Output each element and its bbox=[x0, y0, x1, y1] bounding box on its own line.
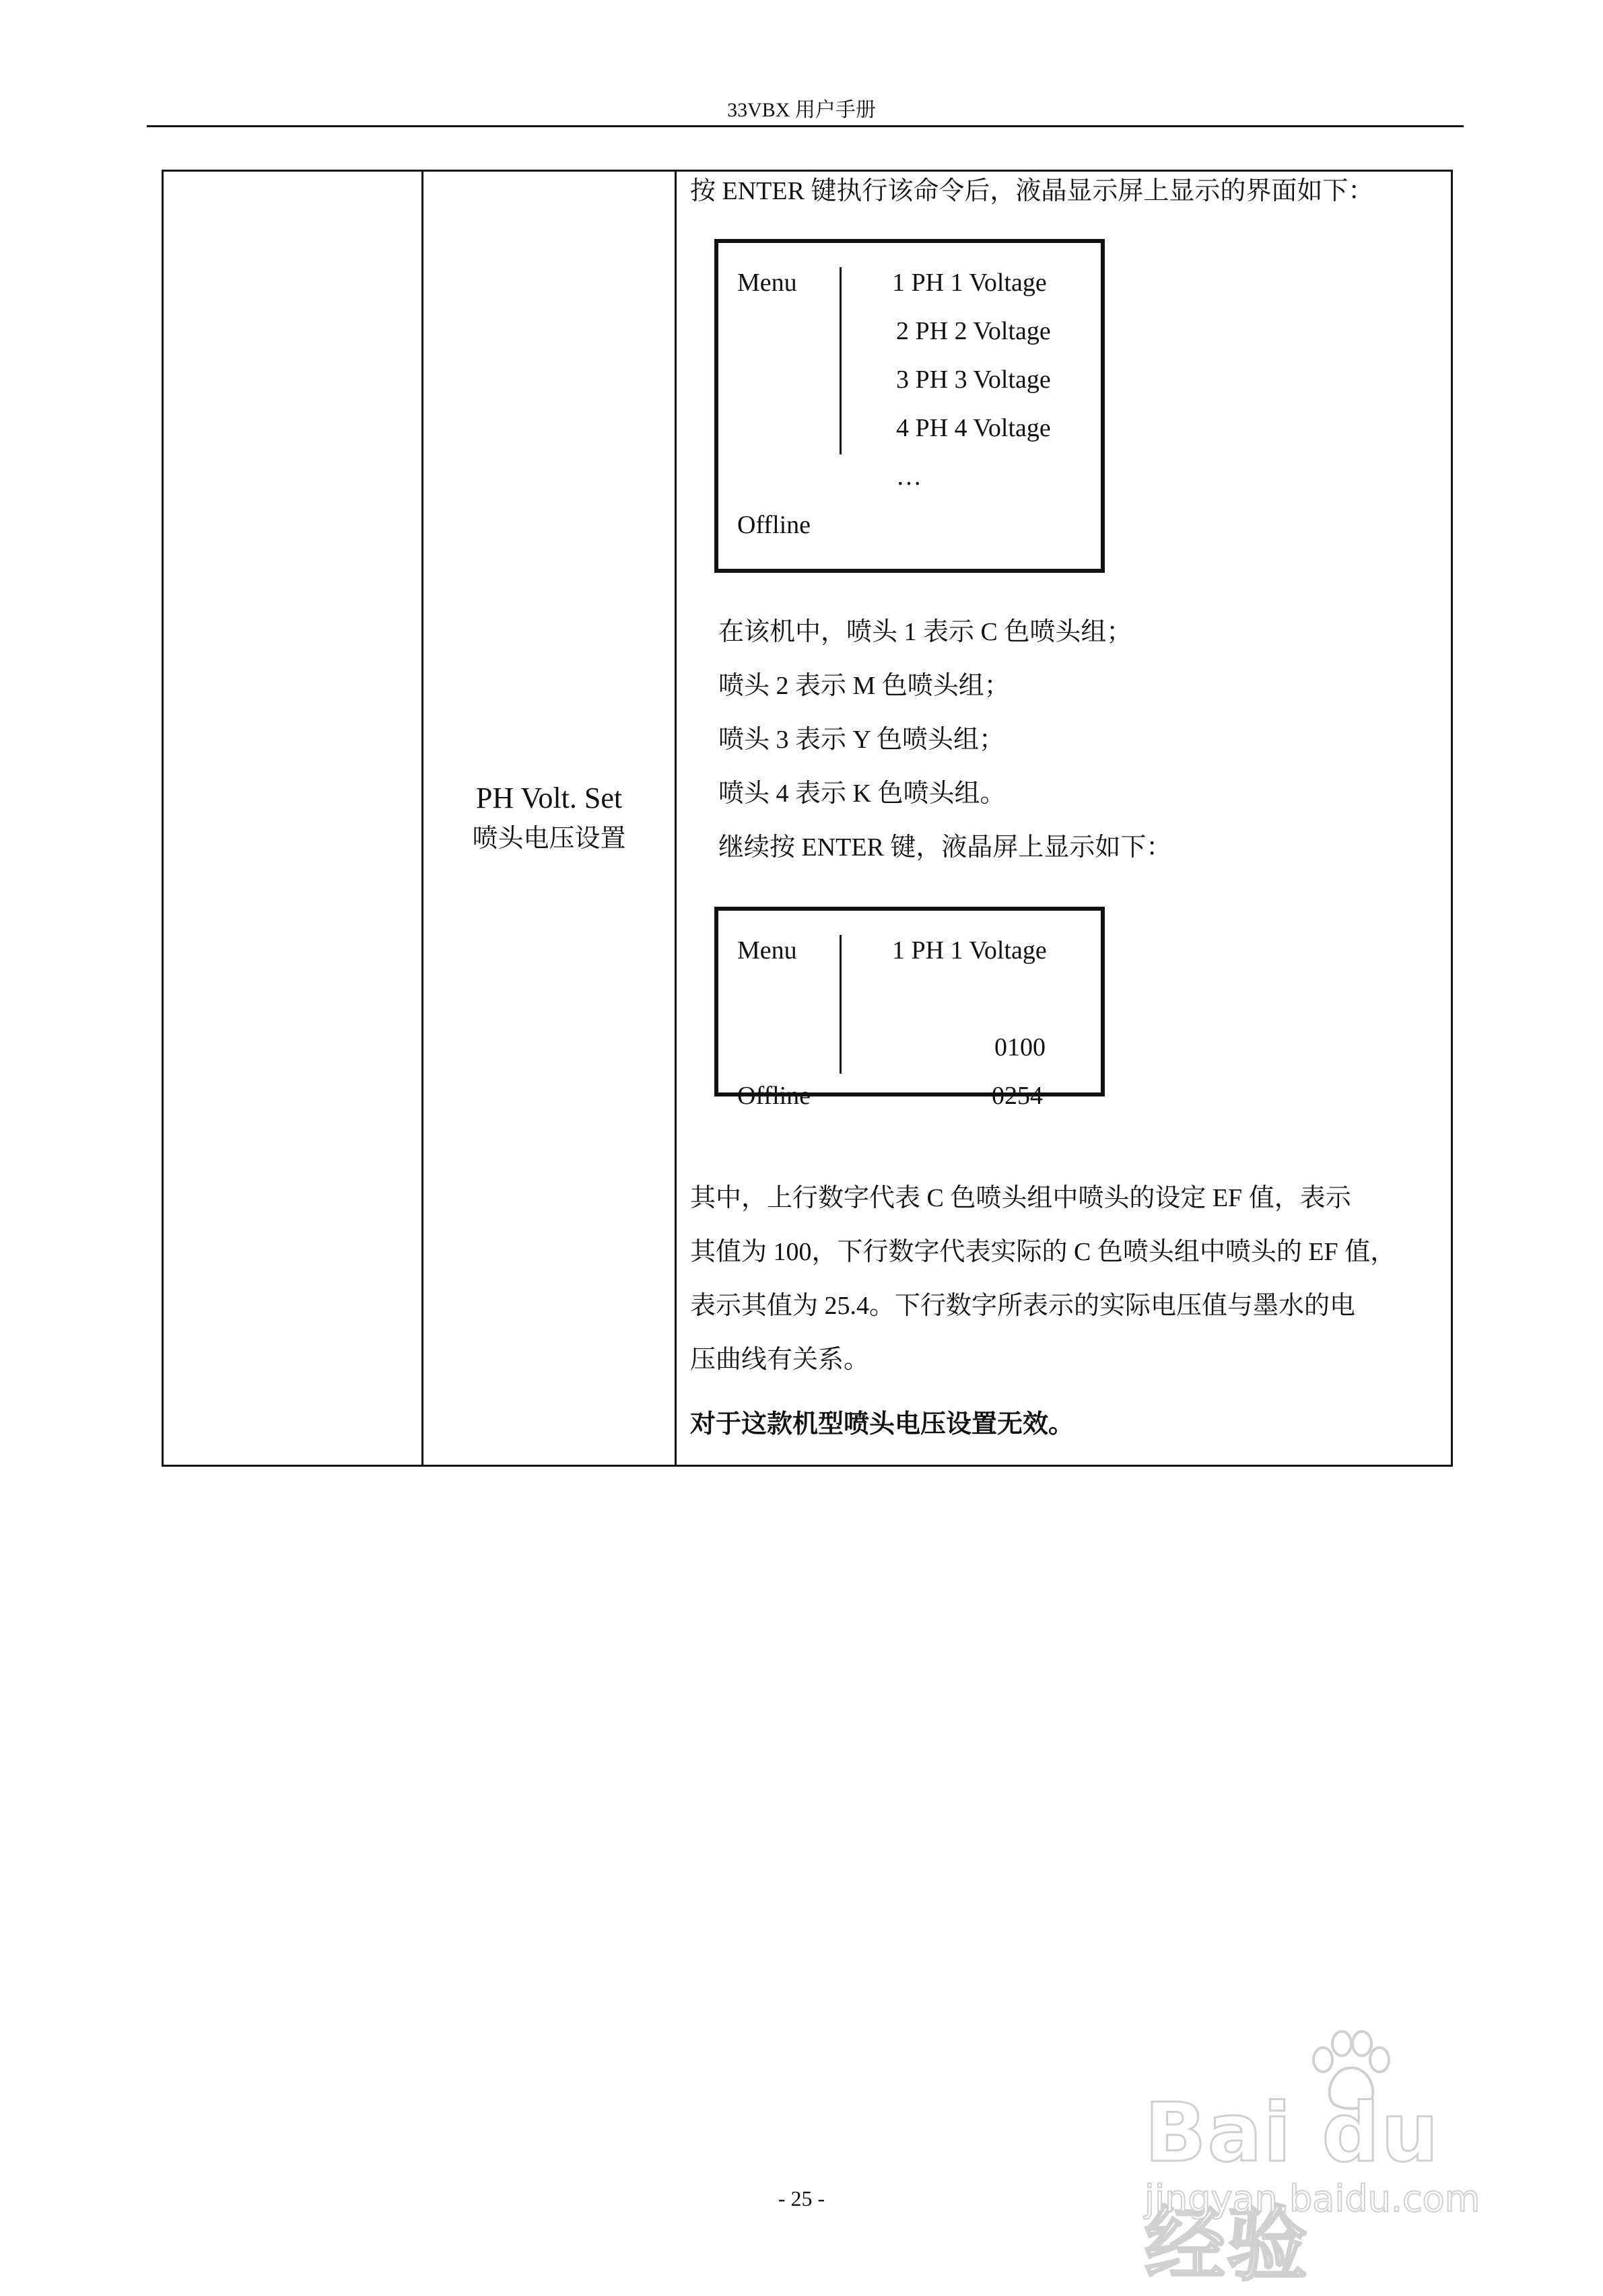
explain-line-4: 喷头 4 表示 K 色喷头组。 bbox=[718, 779, 1006, 808]
note-text: 对于这款机型喷头电压设置无效。 bbox=[690, 1410, 1075, 1438]
detail-line-2: 其值为 100，下行数字代表实际的 C 色喷头组中喷头的 EF 值， bbox=[690, 1238, 1396, 1266]
lcd2-actual-value: 0254 bbox=[992, 1082, 1043, 1110]
function-name-en: PH Volt. Set bbox=[475, 781, 623, 814]
category-cell bbox=[163, 171, 423, 1466]
lcd1-menu-label: Menu bbox=[737, 269, 797, 297]
function-name-zh: 喷头电压设置 bbox=[472, 824, 626, 853]
description-cell bbox=[676, 171, 1452, 1466]
explain-line-5: 继续按 ENTER 键，液晶屏上显示如下： bbox=[718, 833, 1172, 862]
lcd-screen-menu bbox=[714, 239, 1105, 573]
lcd1-ellipsis: … bbox=[896, 462, 922, 491]
lcd-screen-voltage bbox=[714, 907, 1105, 1110]
lcd1-item-1: 1 PH 1 Voltage bbox=[892, 269, 1047, 297]
function-cell bbox=[423, 171, 676, 1466]
intro-text: 按 ENTER 键执行该命令后，液晶显示屏上显示的界面如下： bbox=[690, 177, 1374, 205]
lcd2-divider bbox=[840, 935, 842, 1074]
header-title: 33VBX 用户手册 bbox=[727, 99, 876, 121]
lcd1-divider bbox=[840, 267, 842, 454]
lcd1-item-4: 4 PH 4 Voltage bbox=[896, 414, 1051, 442]
lcd2-item: 1 PH 1 Voltage bbox=[892, 936, 1047, 965]
watermark-url: jingyan.baidu.com bbox=[1145, 2178, 1480, 2220]
manual-table bbox=[162, 170, 1453, 1467]
detail-line-1: 其中，上行数字代表 C 色喷头组中喷头的设定 EF 值，表示 bbox=[690, 1184, 1351, 1212]
explain-line-2: 喷头 2 表示 M 色喷头组； bbox=[718, 672, 1010, 700]
page-number: - 25 - bbox=[778, 2186, 825, 2211]
header-rule bbox=[147, 125, 1464, 127]
explain-line-1: 在该机中，喷头 1 表示 C 色喷头组； bbox=[718, 618, 1132, 646]
lcd1-item-2: 2 PH 2 Voltage bbox=[896, 317, 1051, 345]
detail-line-3: 表示其值为 25.4。下行数字所表示的实际电压值与墨水的电 bbox=[690, 1292, 1356, 1320]
lcd1-status: Offline bbox=[737, 511, 811, 539]
detail-line-4: 压曲线有关系。 bbox=[690, 1346, 870, 1374]
lcd1-item-3: 3 PH 3 Voltage bbox=[896, 366, 1051, 394]
lcd2-set-value: 0100 bbox=[994, 1033, 1046, 1062]
lcd2-status: Offline bbox=[737, 1082, 811, 1110]
explain-line-3: 喷头 3 表示 Y 色喷头组； bbox=[718, 726, 1005, 754]
lcd2-menu-label: Menu bbox=[737, 936, 797, 965]
watermark-brand: Bai du 经验 bbox=[1145, 2087, 1440, 2292]
